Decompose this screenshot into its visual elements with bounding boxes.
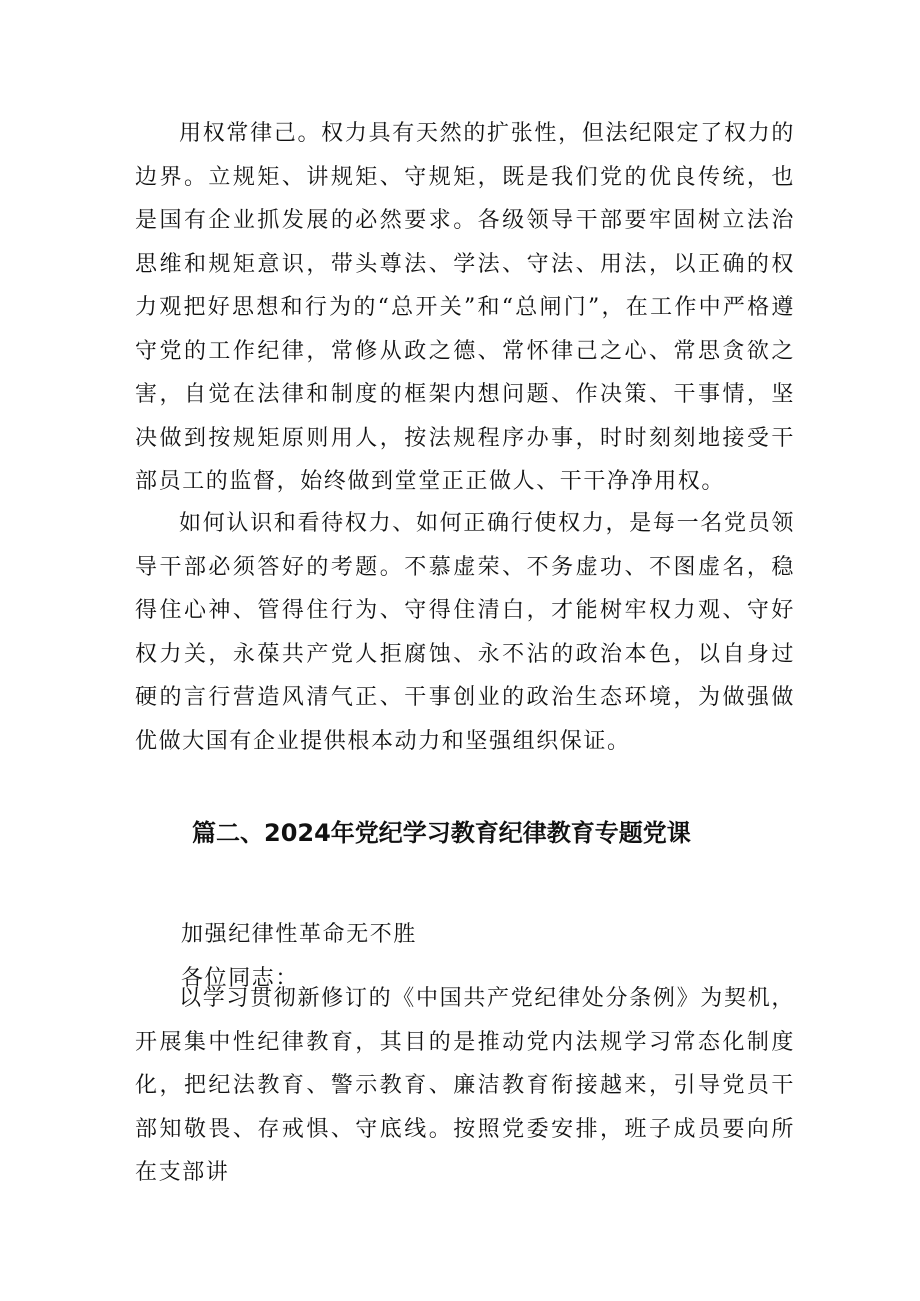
body-paragraph: 如何认识和看待权力、如何正确行使权力，是每一名党员领导干部必须答好的考题。不慕虚荣、不务虚功、不图虚名，稳得住心神、管得住行为、守得住清白，才能树牢权力观、守好权力关，永葆共产党人拒腐蚀、永不沾的政治本色，以自身过硬的言行营造风清气正、干事创业的政治生态环境，为做强做优做大国有企业提供根本动力和坚强组织保证。: [135, 511, 795, 754]
greeting: 各位同志：: [181, 966, 300, 991]
body-paragraph: 以学习贯彻新修订的《中国共产党纪律处分条例》为契机，开展集中性纪律教育，其目的是推动党内法规学习常态化制度化，把纪法教育、警示教育、廉洁教育衔接越来，引导党员干部知敬畏、存戒惧、守底线。按照党委安排，班子成员要向所在支部讲: [135, 986, 795, 1185]
speech-title: 加强纪律性革命无不胜: [181, 922, 418, 947]
body-paragraph: 用权常律己。权力具有天然的扩张性，但法纪限定了权力的边界。立规矩、讲规矩、守规矩，既是我们党的优良传统，也是国有企业抓发展的必然要求。各级领导干部要牢固树立法治思维和规矩意识，带头尊法、学法、守法、用法，以正确的权力观把好思想和行为的“总开关”和“总闸门”，在工作中严格遵守党的工作纪律，常修从政之德、常怀律己之心、常思贪欲之害，自觉在法律和制度的框架内想问题、作决策、干事情，坚决做到按规矩原则用人，按法规程序办事，时时刻刻地接受干部员工的监督，始终做到堂堂正正做人、干干净净用权。: [135, 121, 795, 494]
section-heading: 篇二、2024年党纪学习教育纪律教育专题党课: [192, 819, 691, 847]
